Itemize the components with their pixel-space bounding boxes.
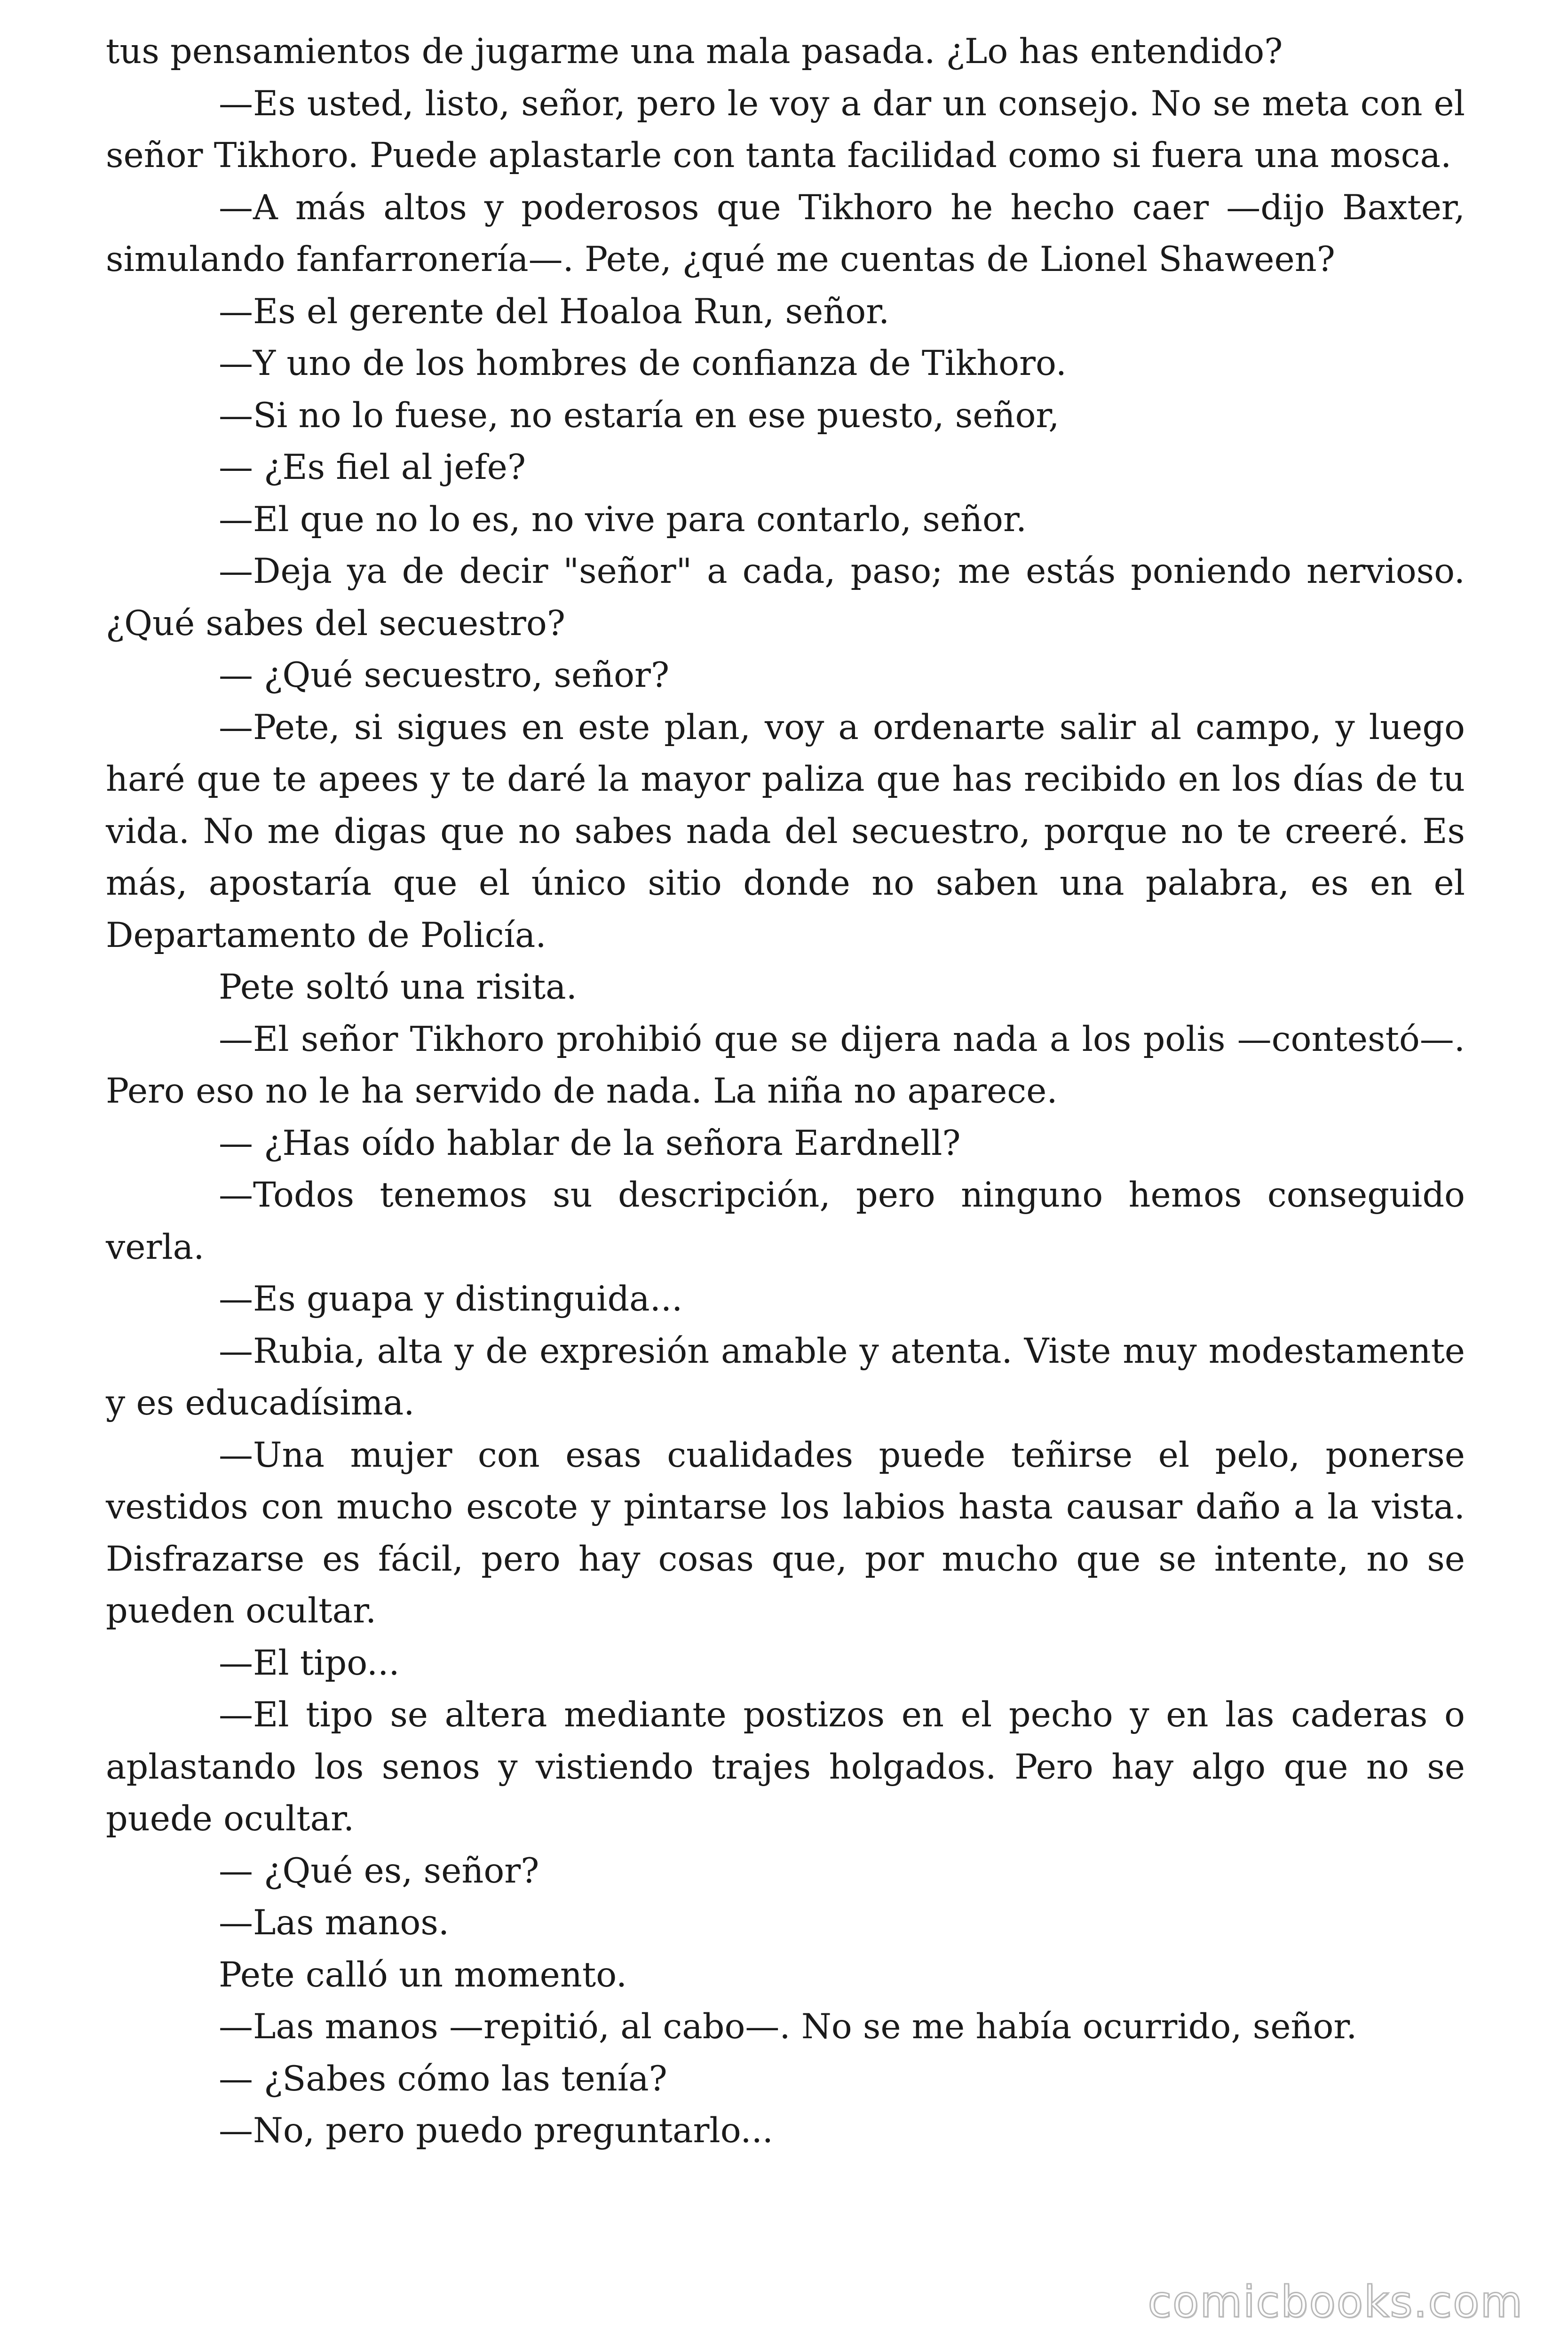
paragraph: — ¿Sabes cómo las tenía? <box>219 2058 667 2099</box>
paragraph: —Es el gerente del Hoaloa Run, señor. <box>219 291 890 332</box>
paragraph: —El señor Tikhoro prohibió que se dijera nada a los polis —contestó—. Pero eso no le ha servido de nada. La niña no aparece. <box>106 1019 1465 1111</box>
paragraph: —A más altos y poderosos que Tikhoro he hecho caer —dijo Baxter, simulando fanfarronería—. Pete, ¿qué me cuentas de Lionel Shaween? <box>106 187 1465 279</box>
paragraph: —No, pero puedo preguntarlo... <box>219 2111 774 2151</box>
watermark: comicbooks.com <box>1148 2277 1523 2327</box>
document-body <box>106 26 1465 2157</box>
paragraph: Pete calló un momento. <box>219 1955 627 1995</box>
paragraph: — ¿Qué secuestro, señor? <box>219 655 670 695</box>
paragraph: — ¿Es fiel al jefe? <box>219 447 526 487</box>
paragraph: —Deja ya de decir "señor" a cada, paso; me estás poniendo nervioso. ¿Qué sabes del secuestro? <box>106 551 1465 644</box>
paragraph: —Pete, si sigues en este plan, voy a ordenarte salir al campo, y luego haré que te apees y te daré la mayor paliza que has recibido en los días de tu vida. No me digas que no sabes nada del secuestro, porque no te creeré. Es más, apostaría que el único sitio donde no saben una palabra, es en el Departamento de Policía. <box>106 707 1465 955</box>
paragraph: —Y uno de los hombres de confianza de Tikhoro. <box>219 343 1067 383</box>
paragraph: — ¿Has oído hablar de la señora Eardnell? <box>219 1123 961 1163</box>
paragraph: —Si no lo fuese, no estaría en ese puesto, señor, <box>219 395 1060 436</box>
paragraph: —Todos tenemos su descripción, pero ninguno hemos conseguido verla. <box>106 1175 1465 1267</box>
paragraph: —Es guapa y distinguida... <box>219 1279 683 1319</box>
paragraph: —Una mujer con esas cualidades puede teñirse el pelo, ponerse vestidos con mucho escote y pintarse los labios hasta causar daño a la vista. Disfrazarse es fácil, pero hay cosas que, por mucho que se intente, no se pueden ocultar. <box>106 1435 1465 1631</box>
paragraph: —Las manos. <box>219 1903 450 1943</box>
paragraph: — ¿Qué es, señor? <box>219 1851 539 1891</box>
paragraph: —Las manos —repitió, al cabo—. No se me había ocurrido, señor. <box>219 2007 1357 2047</box>
paragraph: —El tipo se altera mediante postizos en el pecho y en las caderas o aplastando los senos y vistiendo trajes holgados. Pero hay algo que no se puede ocultar. <box>106 1695 1465 1839</box>
paragraph: —El que no lo es, no vive para contarlo, señor. <box>219 499 1027 540</box>
paragraph: Pete soltó una risita. <box>219 967 577 1007</box>
paragraph: —Rubia, alta y de expresión amable y atenta. Viste muy modestamente y es educadísima. <box>106 1331 1465 1423</box>
paragraph: —Es usted, listo, señor, pero le voy a dar un consejo. No se meta con el señor Tikhoro. Puede aplastarle con tanta facilidad como si fuera una mosca. <box>106 83 1465 175</box>
paragraph: tus pensamientos de jugarme una mala pasada. ¿Lo has entendido? <box>106 32 1283 72</box>
paragraph: —El tipo... <box>219 1643 400 1683</box>
